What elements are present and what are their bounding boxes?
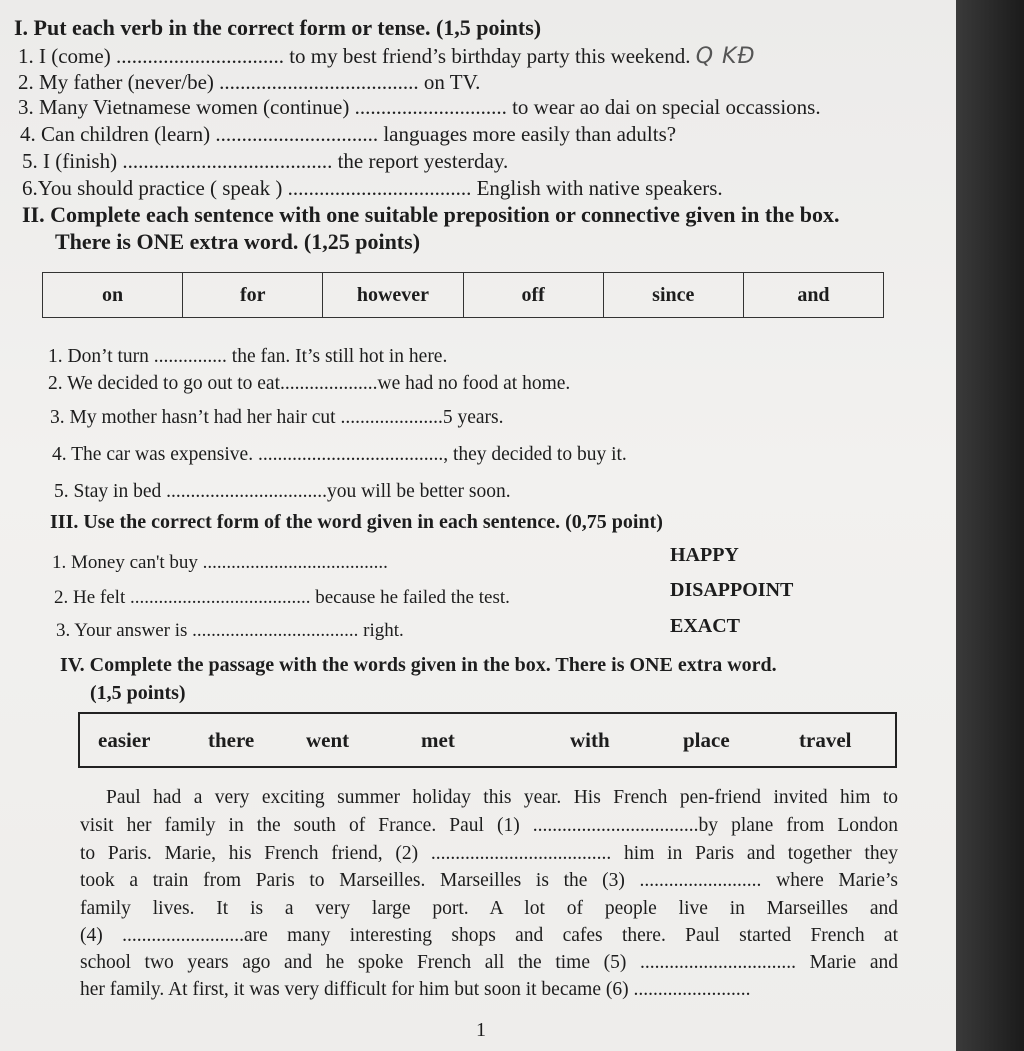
section-1-heading: I. Put each verb in the correct form or tense. (1,5 points) (14, 15, 542, 40)
passage-line-5: family lives. It is a very large port. A lot of people live in Marseilles and (80, 898, 898, 919)
s3-item-1: 1. Money can't buy ....................................... (52, 552, 388, 573)
passage-line-8: her family. At first, it was very difficult for him but soon it became (6) ........................ (80, 979, 751, 1000)
word-box-2-item: met (421, 727, 455, 752)
s3-item-2: 2. He felt ...................................... because he failed the test. (54, 587, 510, 608)
word-box-1-cell: on (43, 273, 183, 317)
section-4-heading: IV. Complete the passage with the words given in the box. There is ONE extra word. (60, 654, 777, 676)
word-box-2-item: there (208, 727, 255, 752)
s2-item-1: 1. Don’t turn ............... the fan. It’s still hot in here. (48, 346, 448, 367)
s1-item-3: 3. Many Vietnamese women (continue) ............................. to wear ao dai on special occassions. (18, 95, 821, 119)
word-box-1-cell: however (323, 273, 463, 317)
word-box-2-item: travel (799, 727, 852, 752)
word-box-1 (42, 272, 884, 318)
s1-item-4: 4. Can children (learn) ............................... languages more easily than adults? (20, 122, 677, 146)
s1-item-1-text: 1. I (come) ................................ to my best friend’s birthday party this weekend. (18, 44, 691, 68)
table-background (956, 0, 1024, 1051)
word-box-1-cell: for (183, 273, 323, 317)
word-box-1-cell: off (464, 273, 604, 317)
passage-line-1: Paul had a very exciting summer holiday this year. His French pen-friend invited him to (106, 787, 898, 808)
section-2-subheading: There is ONE extra word. (1,25 points) (55, 229, 421, 254)
passage-line-4: took a train from Paris to Marseilles. Marseilles is the (3) ......................... where Marie’s (80, 870, 898, 891)
word-box-1-cell: and (797, 284, 830, 306)
section-3-heading: III. Use the correct form of the word given in each sentence. (0,75 point) (50, 511, 663, 533)
word-box-2-item: went (306, 727, 350, 752)
word-box-2 (78, 712, 897, 768)
s1-item-6: 6.You should practice ( speak ) ................................... English with native speakers. (22, 176, 723, 200)
s2-item-5: 5. Stay in bed .................................you will be better soon. (54, 481, 511, 502)
s1-item-5: 5. I (finish) ........................................ the report yesterday. (22, 149, 509, 173)
passage-line-2: visit her family in the south of France. Paul (1) ..................................by plane from London (80, 815, 898, 836)
word-box-2-item: with (570, 727, 610, 752)
word-box-1-cell: since (604, 273, 744, 317)
s2-item-4: 4. The car was expensive. ......................................, they decided to buy it. (52, 444, 627, 465)
s2-item-3: 3. My mother hasn’t had her hair cut .....................5 years. (50, 407, 504, 428)
passage-line-3: to Paris. Marie, his French friend, (2) ..................................... him in Paris and together they (80, 843, 898, 864)
s1-item-2: 2. My father (never/be) ...................................... on TV. (18, 70, 481, 94)
page-number: 1 (476, 1019, 486, 1041)
s3-word-3: EXACT (670, 615, 741, 637)
s3-word-2: DISAPPOINT (670, 579, 794, 601)
passage-line-6: (4) .........................are many interesting shops and cafes there. Paul started French at (80, 925, 898, 946)
s3-item-3: 3. Your answer is ................................... right. (56, 620, 404, 641)
s3-word-1: HAPPY (670, 544, 739, 566)
s1-item-1 (18, 44, 756, 69)
section-4-subheading: (1,5 points) (90, 682, 186, 704)
s2-item-2: 2. We decided to go out to eat....................we had no food at home. (48, 373, 571, 394)
passage-line-7: school two years ago and he spoke French all the time (5) ................................ Marie and (80, 952, 898, 973)
handwritten-note: Q KĐ (695, 44, 756, 69)
word-box-2-item: easier (98, 727, 151, 752)
section-2-heading: II. Complete each sentence with one suitable preposition or connective given in the box. (22, 202, 840, 227)
word-box-2-item: place (683, 727, 730, 752)
